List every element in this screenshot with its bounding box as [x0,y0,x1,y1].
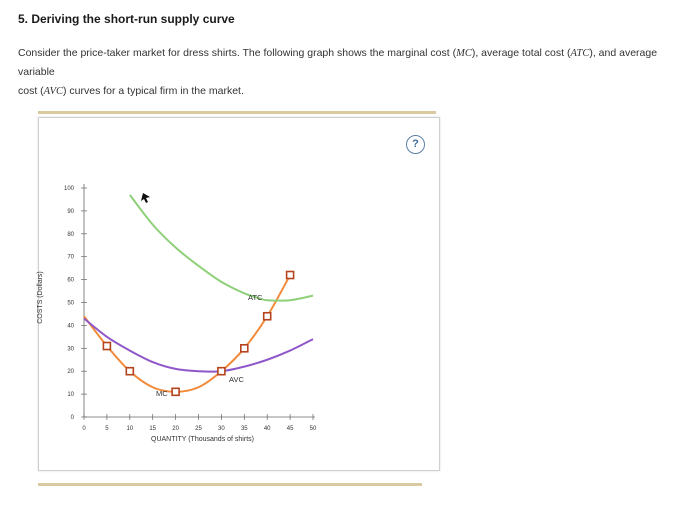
mc-point-handle[interactable] [264,313,271,320]
mc-point-handle[interactable] [172,388,179,395]
chart-axes [37,184,317,443]
y-tick-label: 40 [67,323,74,330]
mc-point-handle[interactable] [103,343,110,350]
y-tick-label: 70 [67,254,74,261]
x-tick-label: 40 [263,426,271,432]
y-tick-label: 0 [70,415,74,421]
mc-point-handle[interactable] [218,368,225,375]
atc-label: ATC [248,293,263,302]
x-tick-label: 10 [126,426,134,432]
y-tick-label: 90 [67,208,74,215]
x-tick-label: 35 [240,426,248,432]
x-tick-label: 20 [172,426,179,432]
question-heading: 5. Deriving the short-run supply curve [18,12,235,26]
chart-markers [103,272,293,396]
y-tick-label: 50 [67,300,74,307]
x-tick-label: 50 [309,426,317,432]
y-tick-label: 100 [63,186,74,192]
avc-curve [84,319,313,372]
mc-point-handle[interactable] [287,272,294,279]
y-tick-label: 30 [67,346,74,353]
y-tick-label: 10 [67,392,74,399]
x-tick-label: 45 [286,426,294,432]
x-axis-label: QUANTITY (Thousands of shirts) [151,436,254,443]
y-tick-label: 60 [67,277,74,284]
cursor-icon [141,193,150,203]
x-tick-label: 30 [218,426,225,432]
x-tick-label: 0 [82,426,86,432]
mc-point-handle[interactable] [241,345,248,352]
y-tick-label: 80 [67,231,74,238]
question-prompt: Consider the price-taker market for dress shirts. The following graph shows the marginal cost (MC), average total cost (ATC), and average variable cost (AVC) curves for a typical firm in the market. [18,47,658,97]
bottom-divider [38,483,422,486]
y-tick-label: 20 [67,369,74,376]
y-axis-label: COSTS (Dollars) [37,271,44,324]
x-tick-label: 15 [149,426,157,432]
x-tick-label: 5 [105,426,109,432]
avc-label: AVC [229,375,244,384]
x-tick-label: 25 [195,426,202,432]
mc-label: MC [156,389,168,398]
chart-curves [84,195,313,392]
question-mark-icon: ? [412,138,419,150]
mc-point-handle[interactable] [126,368,133,375]
